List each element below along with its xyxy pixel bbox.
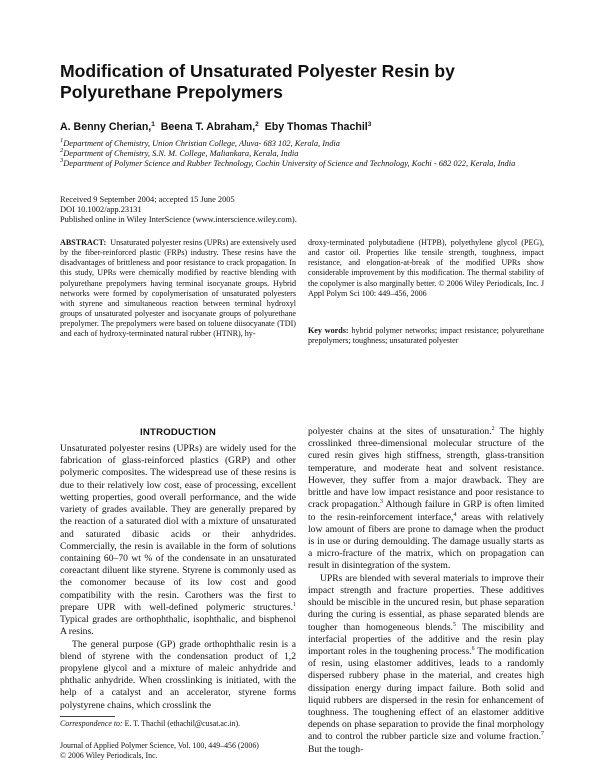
author-2: Beena T. Abraham,$^2$ — [160, 121, 259, 133]
affiliation-1: $^1$Department of Chemistry, Union Christian College, Aluva- 683 102, Kerala, India — [60, 137, 340, 148]
correspondence-label: Correspondence to: — [60, 719, 123, 728]
published-online: Published online in Wiley InterScience (www.interscience.wiley.com). — [60, 215, 297, 225]
body-column-right — [308, 426, 544, 756]
abstract-part-2: droxy-terminated polybutadiene (HTPB), polyethylene glycol (PEG), and castor oil. Properties like tensile strength, toughness, impact resistance, and elongation-at-break of the modified UPRs show considerable improvement by this modification. The thermal stability of the copolymer is also marginally better. © 2006 Wiley Periodicals, Inc. J Appl Polym Sci 100: 449–456, 2006 — [308, 238, 544, 298]
journal-citation — [60, 741, 300, 760]
author-1: A. Benny Cherian,$^1$ — [60, 121, 155, 133]
paragraph: Unsaturated polyester resins (UPRs) are widely used for the fabrication of glass-reinforced plastics (GRP) and other polymeric composites. The widespread use of these resins is due to their relatively low cost, ease of processing, excellent wetting properties, good overall performance, and the wide variety of grades available. They are generally prepared by the reaction of a saturated diol with a mixture of unsaturated and saturated dibasic acids or their anhydrides. Commercially, the resin is available in the form of solutions containing 60–70 wt % of the condensate in an unsaturated coreactant diluent like styrene. Styrene is commonly used as the comonomer because of its low cost and good compatibility with the resin. Carothers was the first to prepare UPR with well-defined polymeric structures.$^1$ Typical grades are orthophthalic, isophthalic, and bisphenol A resins. — [60, 443, 296, 638]
body-column-left — [60, 443, 296, 712]
publication-info — [60, 195, 550, 226]
affiliation-2: $^2$Department of Chemistry, S.N. M. College, Maliankara, Kerala, India — [60, 147, 299, 159]
footnote-divider — [60, 716, 115, 717]
author-3: Eby Thomas Thachil$^3$ — [264, 121, 372, 133]
affiliations — [60, 139, 550, 170]
article-title: Modification of Unsaturated Polyester Resin by Polyurethane Prepolymers — [60, 61, 455, 102]
abstract-label: ABSTRACT: — [60, 238, 107, 247]
affiliation-3: $^3$Department of Polymer Science and Rubber Technology, Cochin University of Science and Technology, Kochi - 682 022, Kerala, India — [60, 157, 516, 169]
keywords — [308, 326, 544, 346]
keywords-text: hybrid polymer networks; impact resistance; polyurethane prepolymers; toughness; unsaturated polyester — [308, 326, 544, 346]
correspondence-text: E. T. Thachil (ethachil@cusat.ac.in). — [122, 719, 241, 728]
abstract-text-1: Unsaturated polyester resins (UPRs) are extensively used by the fiber-reinforced plastic (FRPs) industry. These resins have the disadvantages of brittleness and poor resistance to crack propagation. In this study, UPRs were chemically modified by reactive blending with polyurethane prepolymers having terminal isocyanate groups. Hybrid networks were formed by copolymerisation of unsaturated polyesters with styrene and simultaneous reaction between terminal hydroxyl groups of unsaturated polyester and isocyanate groups of polyurethane prepolymer. The prepolymers were based on toluene diisocyanate (TDI) and each of hydroxy-terminated natural rubber (HTNR), hy- — [60, 238, 296, 339]
doi: DOI 10.1002/app.23131 — [60, 205, 142, 215]
paragraph: UPRs are blended with several materials to improve their impact strength and fracture properties. These additives should be miscible in the uncured resin, but phase separation during the curing is essential, as phase separated blends are tougher than homogeneous blends.$^5$ The miscibility and interfacial properties of the additive and the resin play important roles in the toughening process.$^6$ The modification of resin, using elastomer additives, leads to a randomly dispersed rubbery phase in the material, and creates high dissipation energy during impact failure. Both solid and liquid rubbers are dispersed in the resin for enhancement of toughness. The toughening effect of an elastomer additive depends on phase separation to provide the final morphology and to control the rubber particle size and volume fraction.$^7$ But the tough- — [308, 572, 545, 755]
received-date: Received 9 September 2004; accepted 15 June 2005 — [60, 195, 235, 204]
paragraph: The general purpose (GP) grade orthophthalic resin is a blend of styrene with the condensation product of 1,2 propylene glycol and a mixture of maleic anhydride and phthalic anhydride. When crosslinking is initiated, with the help of a catalyst and an accelerator, styrene forms polystyrene chains, which crosslink the — [60, 638, 296, 711]
paragraph: polyester chains at the sites of unsaturation.$^2$ The highly crosslinked three-dimensional molecular structure of the cured resin gives high stiffness, strength, glass-transition temperature, and moderate heat and solvent resistance. However, they suffer from a major drawback. They are brittle and have low impact resistance and poor resistance to crack propagation.$^3$ Although failure in GRP is often limited to the resin-reinforcement interface,$^4$ areas with relatively low amount of fibers are prone to damage when the product is in use or during demoulding. The damage usually starts as a micro-fracture of the matrix, which on propagation can result in disintegration of the system. — [308, 426, 544, 572]
author-list — [60, 121, 560, 134]
keywords-label: Key words: — [308, 326, 349, 335]
correspondence-footnote — [60, 719, 296, 729]
copyright-line: © 2006 Wiley Periodicals, Inc. — [60, 750, 158, 760]
journal-line: Journal of Applied Polymer Science, Vol. 100, 449–456 (2006) — [60, 741, 259, 750]
section-heading-introduction: INTRODUCTION — [140, 427, 216, 438]
abstract-part-1 — [60, 238, 296, 340]
